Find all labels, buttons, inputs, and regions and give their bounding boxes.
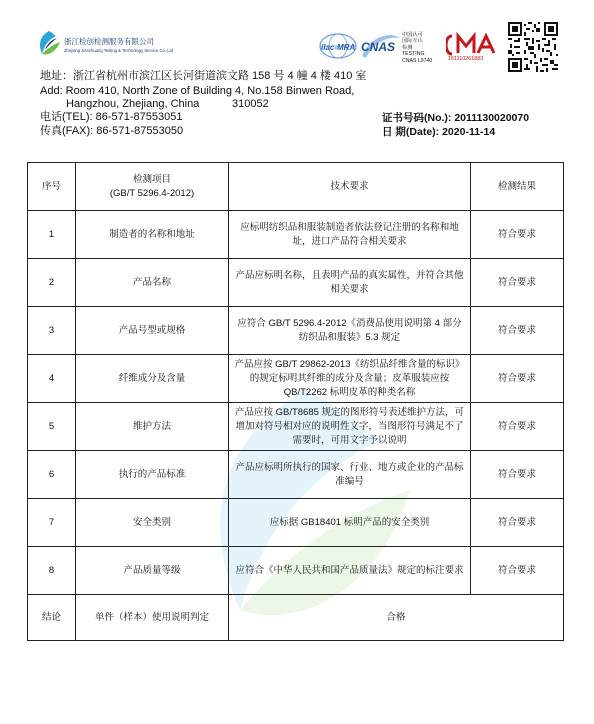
table-row bbox=[28, 403, 564, 451]
address-postcode: 310052 bbox=[232, 98, 269, 110]
header-item bbox=[76, 163, 229, 211]
row-no: 7 bbox=[28, 499, 76, 547]
cnas-logo bbox=[358, 30, 402, 62]
header-result: 检测结果 bbox=[471, 163, 564, 211]
row-result: 符合要求 bbox=[471, 259, 564, 307]
issue-date: 日 期(Date): 2020-11-14 bbox=[382, 126, 496, 138]
row-no: 5 bbox=[28, 403, 76, 451]
header-requirement: 技术要求 bbox=[229, 163, 471, 211]
row-item: 安全类别 bbox=[76, 499, 229, 547]
cma-mark-icon bbox=[446, 32, 502, 56]
row-no: 1 bbox=[28, 211, 76, 259]
table-row bbox=[28, 547, 564, 595]
table-row bbox=[28, 259, 564, 307]
cnas-info-line: 国际互认 bbox=[402, 38, 423, 45]
certificate-number: 证书号码(No.): 2011130020070 bbox=[382, 112, 530, 124]
test-results-table bbox=[27, 162, 564, 641]
row-requirement: 应符合 GB/T 5296.4-2012《消费品使用说明第 4 部分纺织品和服装》5.3 规定 bbox=[229, 307, 471, 355]
qr-code bbox=[508, 22, 558, 72]
row-requirement: 产品应标明所执行的国家、行业、地方或企业的产品标准编号 bbox=[229, 451, 471, 499]
address-cn: 地址：浙江省杭州市滨江区长河街道滨文路 158 号 4 幢 4 楼 410 室 bbox=[40, 70, 367, 82]
row-requirement: 产品应按 GB/T 29862-2013《纺织品纤维含量的标识》的规定标明其纤维的成分及含量；皮革服装应按 QB/T2262 标明皮革的种类名称 bbox=[229, 355, 471, 403]
row-result: 符合要求 bbox=[471, 451, 564, 499]
row-item: 维护方法 bbox=[76, 403, 229, 451]
address-en-line1: Add: Room 410, North Zone of Building 4, No.158 Binwen Road, bbox=[40, 85, 355, 97]
row-requirement: 应标明纺织品和服装制造者依法登记注册的名称和地址，进口产品符合相关要求 bbox=[229, 211, 471, 259]
cnas-accreditation-text bbox=[402, 32, 438, 64]
cnas-info-line: 检测 bbox=[402, 44, 413, 51]
conclusion-row bbox=[28, 595, 564, 641]
table-row bbox=[28, 451, 564, 499]
row-item: 产品号型或规格 bbox=[76, 307, 229, 355]
conclusion-label: 结论 bbox=[28, 595, 76, 641]
table-header-row bbox=[28, 163, 564, 211]
row-result: 符合要求 bbox=[471, 307, 564, 355]
table-row bbox=[28, 355, 564, 403]
table-row bbox=[28, 499, 564, 547]
cma-logo bbox=[446, 32, 506, 66]
header-item-standard: (GB/T 5296.4-2012) bbox=[109, 187, 195, 199]
cnas-label: CNAS bbox=[361, 40, 396, 54]
header-item-title: 检测项目 bbox=[132, 173, 171, 185]
row-requirement: 产品应标明名称，且表明产品的真实属性，并符合其他相关要求 bbox=[229, 259, 471, 307]
cma-number: 161110261883 bbox=[448, 56, 484, 62]
row-result: 符合要求 bbox=[471, 499, 564, 547]
company-logo bbox=[36, 30, 176, 60]
conclusion-value: 合格 bbox=[229, 595, 564, 641]
table-row bbox=[28, 211, 564, 259]
row-item: 纤维成分及含量 bbox=[76, 355, 229, 403]
table-row bbox=[28, 307, 564, 355]
row-item: 产品质量等级 bbox=[76, 547, 229, 595]
row-requirement: 产品应按 GB/T8685 规定的图形符号表述维护方法，可增加对符号相对应的说明性文字，当图形符号满足不了需要时，可用文字予以说明 bbox=[229, 403, 471, 451]
row-requirement: 应标据 GB18401 标明产品的安全类别 bbox=[229, 499, 471, 547]
address-en-line2: Hangzhou, Zhejiang, China bbox=[66, 98, 200, 110]
row-item: 制造者的名称和地址 bbox=[76, 211, 229, 259]
ilac-label: ilac-MRA bbox=[321, 43, 356, 52]
row-item: 执行的产品标准 bbox=[76, 451, 229, 499]
row-no: 8 bbox=[28, 547, 76, 595]
row-requirement: 应符合《中华人民共和国产品质量法》规定的标注要求 bbox=[229, 547, 471, 595]
qr-code-icon bbox=[508, 22, 558, 72]
cnas-info-line: 中国认可 bbox=[402, 32, 423, 38]
row-no: 6 bbox=[28, 451, 76, 499]
row-no: 2 bbox=[28, 259, 76, 307]
row-result: 符合要求 bbox=[471, 403, 564, 451]
row-item: 产品名称 bbox=[76, 259, 229, 307]
cnas-info-line: TESTING bbox=[402, 51, 425, 58]
row-result: 符合要求 bbox=[471, 547, 564, 595]
cnas-info-line: CNAS L9740 bbox=[402, 57, 433, 64]
company-name-en: Zhejiang Jianchuang Testing & Technology Service Co.,Ltd bbox=[64, 48, 174, 53]
telephone: 电话(TEL): 86-571-87553051 bbox=[40, 111, 183, 123]
company-name-cn: 浙江检创检测服务有限公司 bbox=[64, 37, 154, 46]
conclusion-item: 单件（样本）使用说明判定 bbox=[76, 595, 229, 641]
row-no: 3 bbox=[28, 307, 76, 355]
fax: 传真(FAX): 86-571-87553050 bbox=[40, 125, 184, 137]
row-result: 符合要求 bbox=[471, 355, 564, 403]
ilac-mra-logo bbox=[318, 32, 358, 60]
company-logo-icon bbox=[36, 30, 62, 58]
accreditation-marks bbox=[318, 30, 506, 70]
header-no: 序号 bbox=[28, 163, 76, 211]
row-result: 符合要求 bbox=[471, 211, 564, 259]
row-no: 4 bbox=[28, 355, 76, 403]
